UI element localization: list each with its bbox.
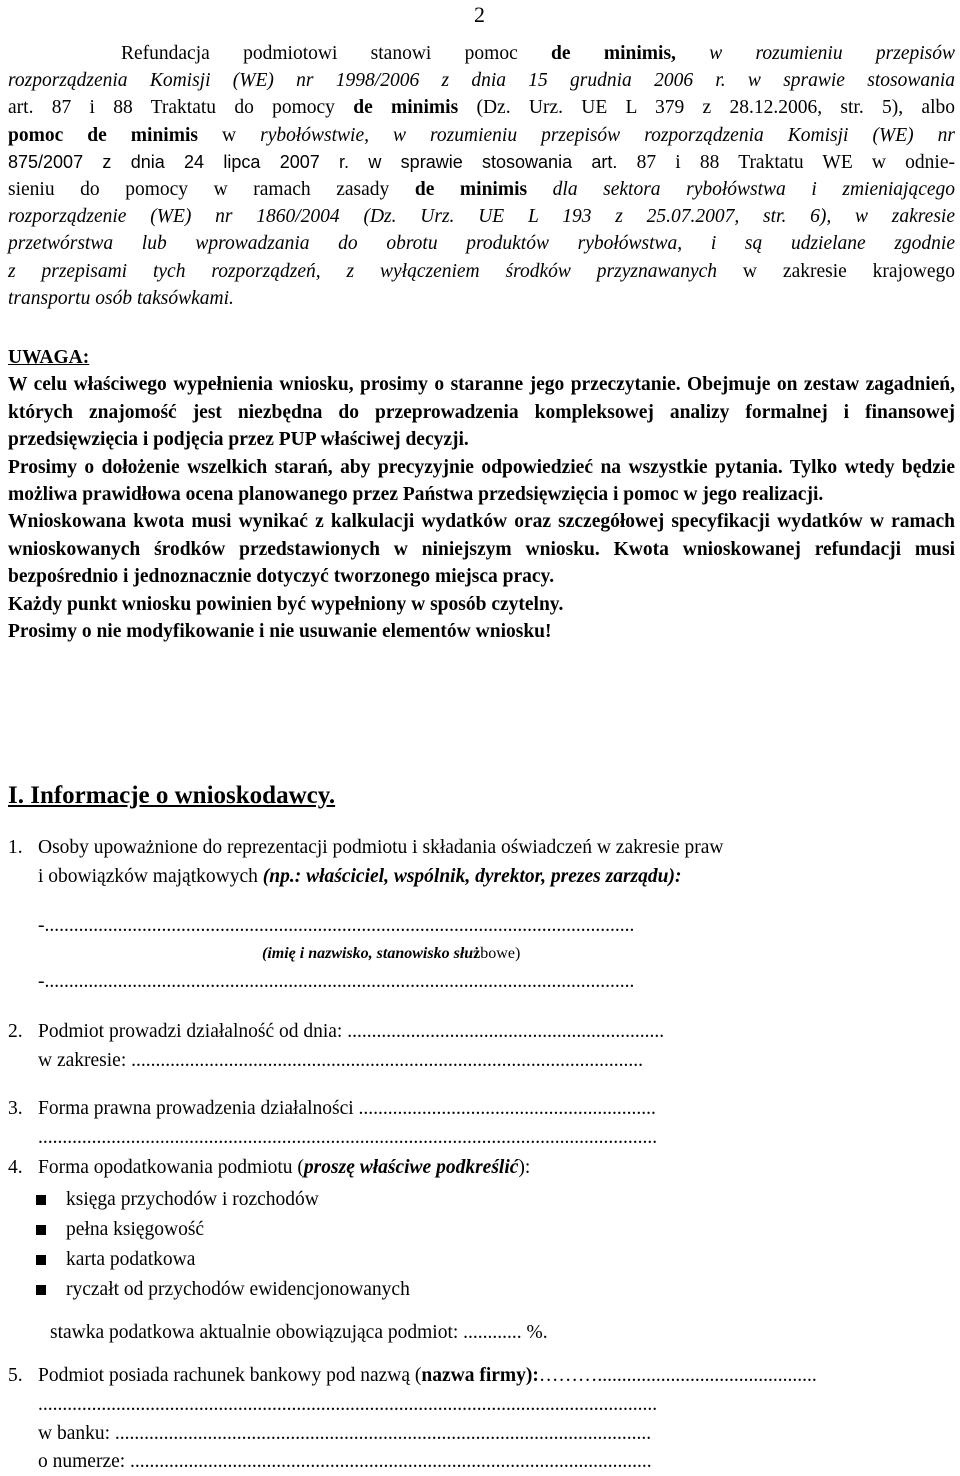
question-1-number: 1. xyxy=(8,837,23,858)
intro-text: transportu osób taksówkami. xyxy=(8,287,234,309)
warning-paragraph-5: Prosimy o nie modyfikowanie i nie usuwanie elementów wniosku! xyxy=(8,621,552,643)
tax-option[interactable] xyxy=(36,1245,410,1275)
hint-regular: bowe) xyxy=(480,945,521,962)
tax-option-label: ryczałt od przychodów ewidencjonowanych xyxy=(66,1279,410,1300)
intro-text: rozporządzenie (WE) nr 1860/2004 (Dz. Urz. UE L 193 z 25.07.2007, str. 6), w zakresie xyxy=(8,206,955,228)
tax-rate-field[interactable]: stawka podatkowa aktualnie obowiązująca podmiot: ............ %. xyxy=(50,1322,548,1343)
question-1-text-2: i obowiązków majątkowych xyxy=(38,866,263,887)
intro-line xyxy=(8,285,955,312)
hint-italic: (imię i nazwisko, stanowisko słu xyxy=(262,945,474,962)
activity-start-field[interactable]: Podmiot prowadzi działalność od dnia: ................................................................. xyxy=(38,1021,665,1042)
intro-text: w zakresie krajowego xyxy=(717,260,955,282)
intro-text: sieniu do pomocy w ramach zasady xyxy=(8,178,415,200)
question-4-instruction: proszę właściwe podkreślić xyxy=(303,1157,519,1178)
section-title: I. Informacje o wnioskodawcy. xyxy=(8,782,336,809)
intro-text: 87 i 88 Traktatu WE w odnie- xyxy=(617,151,955,173)
intro-text: art. 87 i 88 Traktatu do pomocy xyxy=(8,97,354,119)
tax-option-label: karta podatkowa xyxy=(66,1249,196,1270)
question-1-continued xyxy=(38,866,681,888)
question-4-text: Forma opodatkowania podmiotu ( xyxy=(38,1157,304,1178)
company-name-field-2[interactable]: ............................................................................................................................... xyxy=(38,1394,658,1415)
question-1-examples: : właściciel, wspólnik, dyrektor, prezes zarządu): xyxy=(294,866,682,887)
intro-text: w rozumieniu przepisów xyxy=(675,43,955,64)
intro-text: rybołówstwie, w rozumieniu przepisów rozporządzenia Komisji (WE) nr xyxy=(260,124,955,146)
intro-text: 875/2007 z dnia 24 lipca 2007 r. w sprawie stosowania art. xyxy=(8,151,618,172)
question-1-text: Osoby upoważnione do reprezentacji podmiotu i składania oświadczeń w zakresie praw xyxy=(38,837,724,858)
intro-line xyxy=(8,176,955,203)
question-5-number: 5. xyxy=(8,1365,23,1386)
person-field-1[interactable]: -......................................................................................................................... xyxy=(38,915,635,936)
intro-line xyxy=(8,149,955,176)
question-3-number: 3. xyxy=(8,1098,23,1119)
tax-form-options xyxy=(36,1185,410,1305)
intro-text: z przepisami tych rozporządzeń, z wyłączeniem środków przyznawanych xyxy=(8,260,718,282)
question-1-example-label: (np. xyxy=(262,866,295,887)
intro-line xyxy=(8,67,955,94)
intro-text: dla sektora rybołówstwa i zmieniającego xyxy=(527,178,955,200)
page-number: 2 xyxy=(474,2,485,27)
person-field-2[interactable]: -......................................................................................................................... xyxy=(38,971,635,992)
intro-text: przetwórstwa lub wprowadzania do obrotu produktów rybołówstwa, i są udzielane zgodnie xyxy=(8,233,955,255)
warning-paragraph-3: Wnioskowana kwota musi wynikać z kalkulacji wydatków oraz szczegółowej specyfikacji wydatków w ramach wnioskowanych środków przedstawionych w niniejszym wniosku. Kwota wnioskowanej refundacji musi bezpośrednio i jednoznacznie dotyczyć tworzonego miejsca pracy. xyxy=(8,511,955,588)
question-2 xyxy=(8,1021,664,1043)
hint-bold: ż xyxy=(473,945,481,962)
question-5 xyxy=(8,1365,817,1387)
intro-line xyxy=(8,40,955,67)
intro-line xyxy=(8,230,955,257)
question-4-number: 4. xyxy=(8,1157,23,1178)
warning-heading: UWAGA: xyxy=(8,347,90,368)
intro-text: de minimis xyxy=(353,97,459,119)
warning-block xyxy=(8,344,955,645)
square-bullet-icon xyxy=(36,1225,46,1235)
tax-option[interactable] xyxy=(36,1275,410,1305)
warning-paragraph-4: Każdy punkt wniosku powinien być wypełniony w sposób czytelny. xyxy=(8,593,564,615)
tax-option[interactable] xyxy=(36,1215,410,1245)
bank-name-field[interactable]: w banku: .............................................................................................................. xyxy=(38,1423,652,1444)
question-3 xyxy=(8,1098,656,1120)
person-field-hint xyxy=(262,945,520,963)
square-bullet-icon xyxy=(36,1255,46,1265)
intro-line xyxy=(8,203,955,230)
intro-text: pomoc de minimis xyxy=(8,124,198,146)
intro-line xyxy=(8,258,955,285)
question-4-close: ): xyxy=(518,1157,531,1178)
tax-option[interactable] xyxy=(36,1185,410,1215)
account-number-field[interactable]: o numerze: ........................................................................................................... xyxy=(38,1451,652,1472)
intro-text: rozporządzenia Komisji (WE) nr 1998/2006 z dnia 15 grudnia 2006 r. w sprawie stosowania xyxy=(8,70,955,92)
square-bullet-icon xyxy=(36,1195,46,1205)
intro-line xyxy=(8,122,955,149)
question-1 xyxy=(8,837,724,859)
tax-option-label: pełna księgowość xyxy=(66,1219,205,1240)
legal-form-field[interactable]: Forma prawna prowadzenia działalności ............................................................. xyxy=(38,1098,656,1119)
activity-scope-field[interactable]: w zakresie: ......................................................................................................... xyxy=(38,1050,643,1071)
intro-text: w xyxy=(197,124,261,146)
legal-form-field-2[interactable]: ............................................................................................................................... xyxy=(38,1127,658,1148)
intro-text: de minimis xyxy=(414,178,528,200)
intro-text: (Dz. Urz. UE L 379 z 28.12.2006, str. 5), albo xyxy=(458,97,955,119)
tax-option-label: księga przychodów i rozchodów xyxy=(66,1189,319,1210)
warning-paragraph-2: Prosimy o dołożenie wszelkich starań, aby precyzyjnie odpowiedzieć na wszystkie pytania. Tylko wtedy będzie możliwa prawidłowa ocena planowanego przez Państwa przedsięwzięcia i pomoc w jego realizacji. xyxy=(8,456,955,506)
question-2-number: 2. xyxy=(8,1021,23,1042)
square-bullet-icon xyxy=(36,1285,46,1295)
intro-text: Refundacja podmiotowi stanowi pomoc xyxy=(121,43,552,64)
question-5-company-label: nazwa firmy): xyxy=(421,1365,539,1386)
intro-text: de minimis, xyxy=(551,43,676,64)
warning-paragraph-1: W celu właściwego wypełnienia wniosku, prosimy o staranne jego przeczytanie. Obejmuje on zestaw zagadnień, których znajomość jest niezbędna do przeprowadzenia kompleksowej analizy formalnej i finansowej przedsięwzięcia i podjęcia przez PUP właściwej decyzji. xyxy=(8,374,955,451)
question-5-text: Podmiot posiada rachunek bankowy pod nazwą ( xyxy=(38,1365,422,1386)
question-4 xyxy=(8,1157,530,1179)
intro-paragraph xyxy=(8,40,955,312)
company-name-field[interactable]: ………............................................. xyxy=(538,1365,817,1386)
intro-line xyxy=(8,94,955,121)
